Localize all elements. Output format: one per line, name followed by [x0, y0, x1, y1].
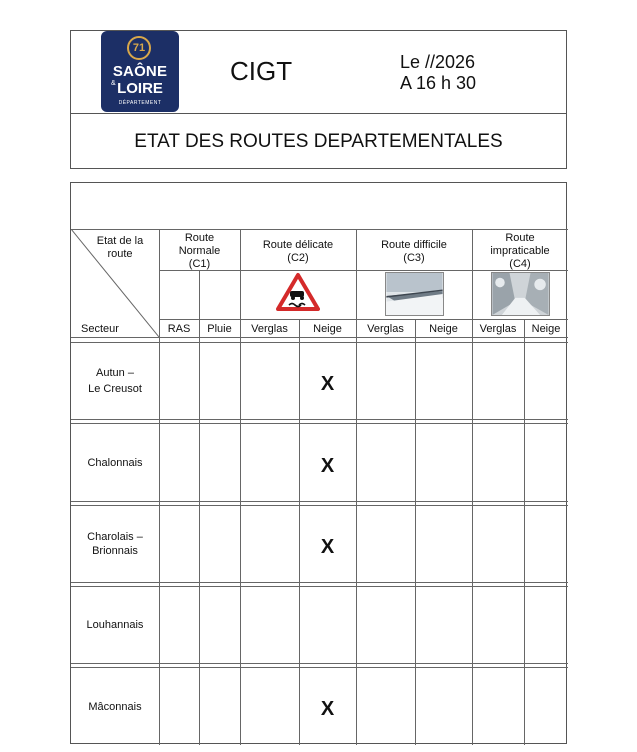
group-c1-code: (C1) — [188, 258, 211, 270]
row-rule-2 — [71, 501, 568, 502]
row-rule-4 — [71, 663, 568, 664]
group-c4-code: (C4) — [509, 258, 531, 270]
col-rule-7 — [524, 319, 525, 745]
subcol-c2-verglas: Verglas — [251, 322, 288, 335]
status-mark: X — [320, 455, 335, 477]
corner-top-label: Etat de la route — [96, 235, 144, 260]
table-row — [71, 343, 159, 419]
status-mark: X — [320, 373, 335, 395]
table-row — [71, 668, 159, 745]
group-c1-line2: Normale — [178, 245, 221, 257]
subcol-c4-neige: Neige — [531, 322, 561, 335]
col-rule-5 — [415, 319, 416, 745]
snow-forest-road-photo-icon — [491, 272, 550, 316]
col-rule-c2 — [356, 229, 357, 745]
group-c4-header — [472, 232, 568, 271]
header-divider — [70, 113, 567, 114]
col-rule-sector — [159, 229, 160, 745]
logo-line2: LOIRE — [117, 80, 163, 97]
group-c2-code: (C2) — [287, 252, 309, 264]
sector-name: Charolais – — [87, 531, 143, 543]
slippery-road-warning-icon — [276, 272, 320, 312]
col-rule-1 — [199, 270, 200, 745]
status-mark: X — [320, 698, 335, 720]
logo-amp: & — [111, 80, 116, 87]
sector-name: Mâconnais — [88, 700, 142, 713]
group-c4-line2: impraticable — [490, 245, 550, 257]
subcol-c2-neige: Neige — [313, 322, 342, 335]
col-rule-c3 — [472, 229, 473, 745]
center-title: CIGT — [230, 56, 293, 86]
logo-mark: 71 — [127, 36, 151, 60]
table-row — [71, 587, 159, 663]
page-title: ETAT DES ROUTES DEPARTEMENTALES — [134, 131, 503, 152]
road-status-table — [70, 182, 567, 744]
subheader-bottom-rule — [71, 337, 568, 338]
group-c3-code: (C3) — [403, 252, 425, 264]
subcol-c4-verglas: Verglas — [479, 322, 517, 335]
sector-name: Autun – — [96, 367, 134, 379]
saone-et-loire-logo — [101, 31, 179, 112]
status-mark: X — [320, 536, 335, 558]
sector-name: Louhannais — [86, 619, 144, 631]
col-rule-c1 — [240, 229, 241, 745]
group-c1-line1: Route — [184, 232, 215, 244]
group-c4-line1: Route — [505, 232, 535, 244]
logo-line1: SAÔNE — [112, 63, 168, 80]
group-c2-header — [240, 239, 356, 265]
date-line: Le //2026 — [400, 52, 476, 72]
corner-bottom-label: Secteur — [81, 323, 119, 335]
subcol-c3-verglas: Verglas — [367, 322, 404, 335]
table-row — [71, 424, 159, 501]
sector-name-line2: Le Creusot — [88, 383, 142, 395]
row-rule-1 — [71, 419, 568, 420]
table-row — [71, 506, 159, 582]
subcol-c3-neige: Neige — [429, 322, 458, 335]
logo-line3: DÉPARTEMENT — [118, 100, 162, 106]
sector-name: Chalonnais — [87, 456, 143, 469]
subcol-pluie: Pluie — [207, 322, 232, 335]
time-line: A 16 h 30 — [400, 73, 477, 93]
snowy-road-photo-icon — [385, 272, 444, 316]
group-c2-line1: Route délicate — [262, 239, 334, 251]
group-c3-header — [356, 239, 472, 265]
row-rule-3 — [71, 582, 568, 583]
group-c3-line1: Route difficile — [381, 239, 447, 251]
group-c1-header — [159, 232, 240, 271]
sector-name-line2: Brionnais — [92, 545, 138, 557]
subcol-ras: RAS — [167, 322, 191, 335]
